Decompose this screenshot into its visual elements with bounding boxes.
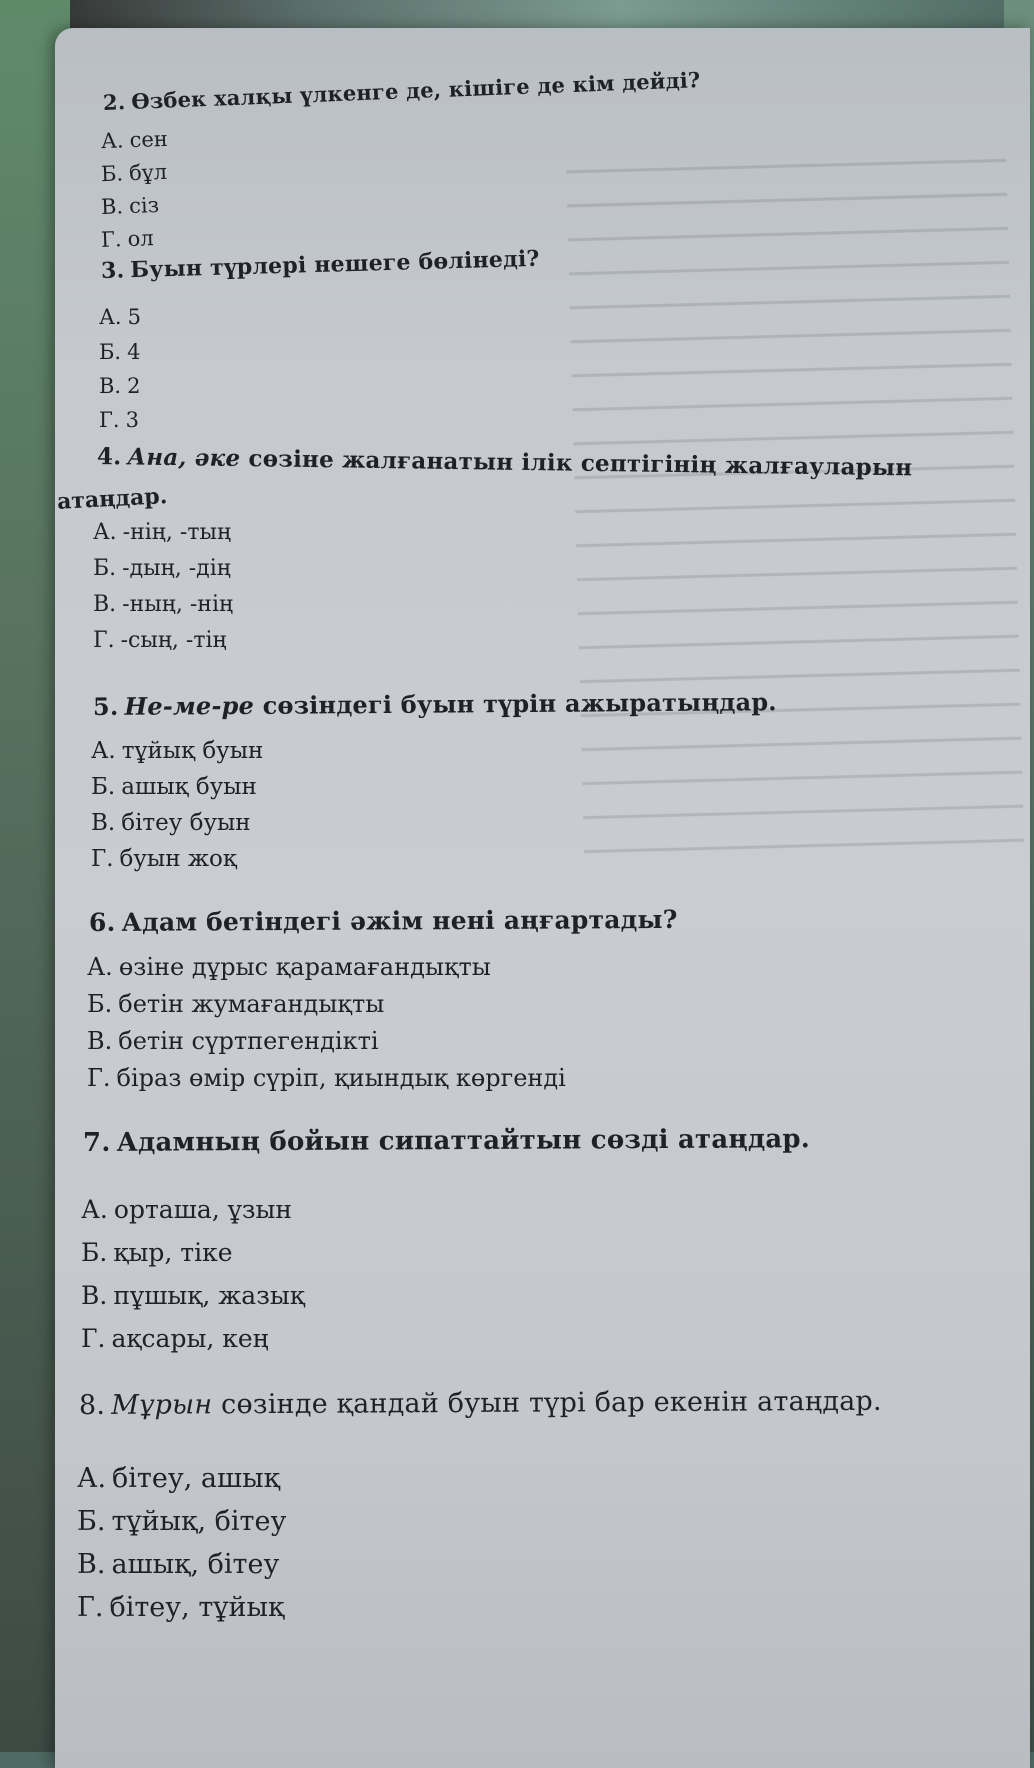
option-g: Г. 3 <box>99 408 139 432</box>
question-8: 8. Мұрын сөзінде қандай буын түрі бар екенін атаңдар. <box>78 1385 882 1421</box>
question-text: Адамның бойын сипаттайтын сөзді атаңдар. <box>116 1124 811 1158</box>
option-a: А. -нің, -тың <box>93 520 232 545</box>
option-v: В. бітеу буын <box>91 810 251 836</box>
option-g: Г. ақсары, кең <box>81 1324 269 1353</box>
option-g: Г. -сың, -тің <box>93 628 227 653</box>
option-v: В. 2 <box>99 374 141 398</box>
option-v: В. бетін сүртпегендікті <box>87 1027 379 1055</box>
option-b: Б. тұйық, бітеу <box>77 1506 287 1537</box>
option-g: Г. бітеу, тұйық <box>77 1592 285 1623</box>
option-a: А. орташа, ұзын <box>81 1195 293 1224</box>
option-b: Б. -дың, -дің <box>93 556 231 581</box>
option-v: В. сіз <box>100 192 160 220</box>
question-text: Өзбек халқы үлкенге де, кішіге де кім дейді? <box>130 67 701 114</box>
question-7: 7. Адамның бойын сипаттайтын сөзді атаңдар. <box>82 1124 811 1158</box>
option-b: Б. ашық буын <box>91 774 257 800</box>
question-emphasis: Ана, әке <box>127 443 241 472</box>
question-6: 6. Адам бетіндегі әжім нені аңғартады? <box>88 904 678 937</box>
option-a: А. 5 <box>99 305 141 329</box>
question-2 <box>103 67 701 115</box>
quiz-content <box>55 28 1030 1768</box>
option-v: В. пұшық, жазық <box>81 1281 305 1310</box>
question-text: сөзіне жалғанатын ілік септігінің жалғауларын <box>248 445 913 482</box>
option-a: А. тұйық буын <box>91 738 264 764</box>
question-text: сөзінде қандай буын түрі бар екенін атаңдар. <box>221 1385 882 1421</box>
option-b: Б. 4 <box>99 340 141 364</box>
option-g: Г. ол <box>100 226 154 252</box>
question-text: Буын түрлері нешеге бөлінеді? <box>130 245 540 284</box>
option-a: А. сен <box>100 126 169 154</box>
option-b: Б. бұл <box>100 159 168 187</box>
option-g: Г. буын жоқ <box>91 846 237 872</box>
option-v: В. -ның, -нің <box>93 592 234 617</box>
option-b: Б. бетін жумағандықты <box>87 990 385 1018</box>
question-3: 3. Буын түрлері нешеге бөлінеді? <box>100 245 540 284</box>
question-text: сөзіндегі буын түрін ажыратыңдар. <box>262 687 777 720</box>
option-g: Г. біраз өмір сүріп, қиындық көргенді <box>87 1064 566 1092</box>
question-4: 4. Ана, әке сөзіне жалғанатын ілік септігінің жалғауларын <box>96 443 913 482</box>
question-text: Адам бетіндегі әжім нені аңғартады? <box>121 904 678 937</box>
option-b: Б. қыр, тіке <box>81 1238 233 1267</box>
question-number: 2. <box>102 89 126 115</box>
question-emphasis: Мұрын <box>111 1389 213 1421</box>
question-emphasis: Не-ме-ре <box>124 690 255 721</box>
question-4-continuation: атаңдар. <box>56 483 168 515</box>
book-page <box>55 28 1030 1768</box>
option-a: А. өзіне дұрыс қарамағандықты <box>87 953 491 981</box>
option-a: А. бітеу, ашық <box>77 1463 280 1494</box>
option-v: В. ашық, бітеу <box>77 1549 280 1580</box>
question-5: 5. Не-ме-ре сөзіндегі буын түрін ажыратыңдар. <box>92 687 777 721</box>
